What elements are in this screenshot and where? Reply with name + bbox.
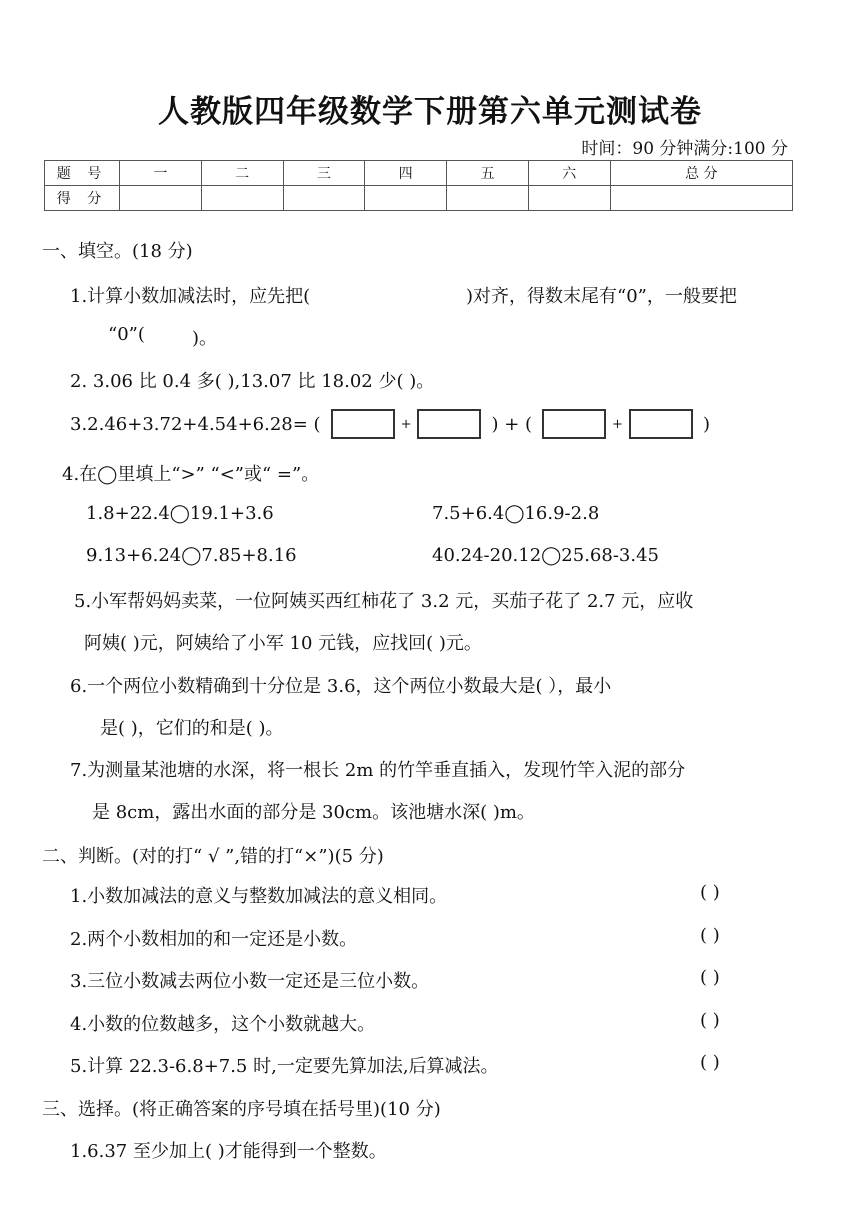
q3-answer-box[interactable] [629,409,693,439]
q1-line1-part-b: )对齐，得数末尾有“0”，一般要把 [466,286,737,307]
q3-expression: 3.2.46+3.72+4.54+6.28= ( [70,413,321,435]
judge-answer-paren[interactable]: ( ) [700,882,720,903]
judge-item: 3.三位小数减去两位小数一定还是三位小数。 [70,971,430,992]
choice-q1: 1.6.37 至少加上( )才能得到一个整数。 [70,1141,387,1162]
q5-line1: 5.小军帮妈妈卖菜，一位阿姨买西红柿花了 3.2 元，买茄子花了 2.7 元，应收 [74,591,694,612]
score-table-col-5: 五 [447,161,529,186]
score-table-col-4: 四 [365,161,447,186]
score-table-col-6: 六 [528,161,610,186]
q3-answer-box[interactable] [542,409,606,439]
score-cell[interactable] [528,186,610,211]
q4-item: 40.24-20.12◯25.68-3.45 [432,545,659,566]
q6-line1: 6.一个两位小数精确到十分位是 3.6，这个两位小数最大是( ），最小 [70,676,612,697]
q1-line2-part-b: )。 [192,328,218,349]
q3-close-paren: ) [702,413,710,435]
score-table-label-question: 题 号 [45,161,120,186]
score-cell[interactable] [120,186,202,211]
judge-answer-paren[interactable]: ( ) [700,925,720,946]
q3-plus-sign: + [400,416,412,432]
q4-instruction: 4.在◯里填上“>” “<”或“ =”。 [62,464,320,485]
page-title: 人教版四年级数学下册第六单元测试卷 [158,94,702,130]
judge-item: 4.小数的位数越多，这个小数就越大。 [70,1014,376,1035]
q3-line [70,409,710,439]
score-cell[interactable] [447,186,529,211]
section1-heading: 一、填空。(18 分) [42,241,193,262]
score-cell[interactable] [283,186,365,211]
judge-item: 5.计算 22.3-6.8+7.5 时,一定要先算加法,后算减法。 [70,1056,499,1077]
q7-line2: 是 8cm，露出水面的部分是 30cm。该池塘水深( )m。 [92,802,535,823]
score-table-col-2: 二 [201,161,283,186]
q1-line1-part-a: 1.计算小数加减法时，应先把( [70,286,311,307]
time-score-info: 时间：90 分钟满分:100 分 [581,139,788,159]
score-table-header-row [45,161,793,186]
score-table-col-1: 一 [120,161,202,186]
q4-item: 7.5+6.4◯16.9-2.8 [432,503,600,524]
judge-answer-paren[interactable]: ( ) [700,967,720,988]
score-table-score-row [45,186,793,211]
section2-heading: 二、判断。(对的打“ √ ”,错的打“×”)(5 分) [42,846,384,867]
q3-answer-box[interactable] [331,409,395,439]
q3-answer-box[interactable] [417,409,481,439]
q1-line2-part-a: “0”( [108,324,145,345]
score-cell[interactable] [610,186,792,211]
score-table-col-3: 三 [283,161,365,186]
score-table [44,160,793,211]
q4-item: 9.13+6.24◯7.85+8.16 [86,545,297,566]
q7-line1: 7.为测量某池塘的水深，将一根长 2m 的竹竿垂直插入，发现竹竿入泥的部分 [70,760,686,781]
score-table-col-total: 总 分 [610,161,792,186]
q3-plus-sign: + [612,416,623,432]
q5-line2: 阿姨( )元，阿姨给了小军 10 元钱，应找回( )元。 [84,633,482,654]
q4-item: 1.8+22.4◯19.1+3.6 [86,503,274,524]
q3-middle-parens: ) + ( [491,413,533,435]
section3-heading: 三、选择。(将正确答案的序号填在括号里)(10 分) [42,1099,441,1120]
score-cell[interactable] [201,186,283,211]
score-cell[interactable] [365,186,447,211]
q2-line: 2. 3.06 比 0.4 多( ),13.07 比 18.02 少( )。 [70,371,435,392]
q6-line2: 是( )，它们的和是( )。 [100,718,284,739]
judge-item: 2.两个小数相加的和一定还是小数。 [70,929,358,950]
judge-answer-paren[interactable]: ( ) [700,1010,720,1031]
judge-answer-paren[interactable]: ( ) [700,1052,720,1073]
judge-item: 1.小数加减法的意义与整数加减法的意义相同。 [70,886,448,907]
score-table-label-score: 得 分 [45,186,120,211]
